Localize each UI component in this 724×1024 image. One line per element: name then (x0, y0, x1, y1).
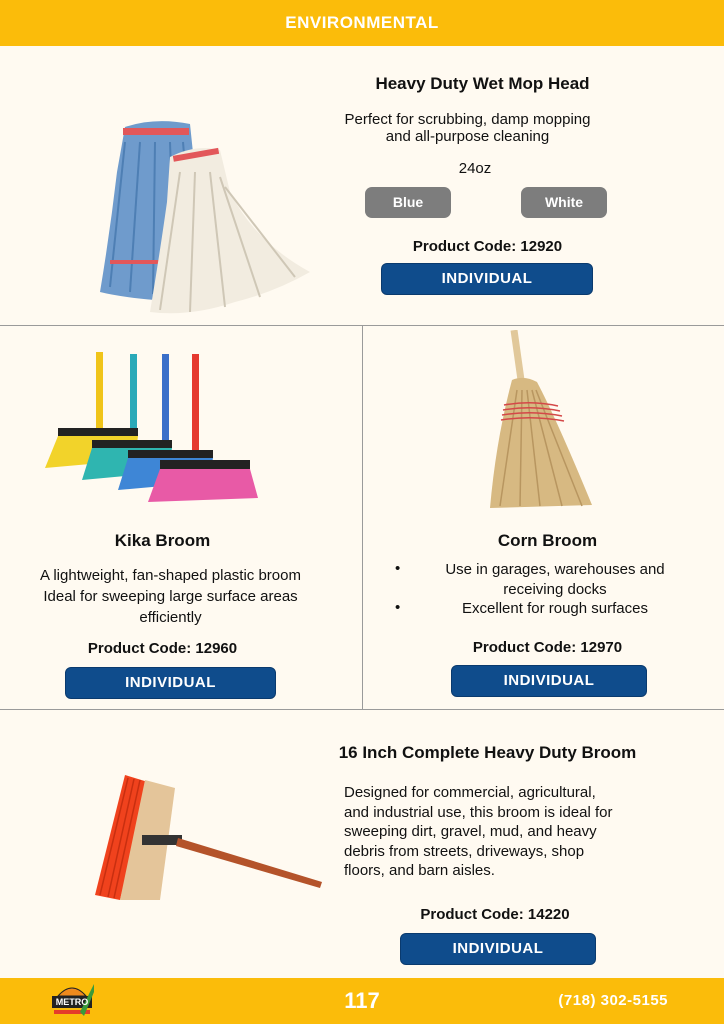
corn-title: Corn Broom (497, 531, 598, 550)
bullet-dot: • (395, 599, 401, 616)
corn-product-code: Product Code: 12970 (472, 639, 623, 656)
footer-bar (0, 978, 724, 1024)
mop-size: 24oz (458, 160, 492, 177)
corn-individual-button[interactable]: INDIVIDUAL (451, 665, 647, 697)
divider (362, 325, 363, 709)
kika-description-line1: A lightweight, fan-shaped plastic broom (40, 567, 301, 584)
heavy-duty-description-line: Designed for commercial, agricultural, (344, 784, 596, 801)
kika-description-line3: efficiently (139, 609, 202, 626)
mop-image (95, 112, 315, 322)
kika-description-line2: Ideal for sweeping large surface areas (43, 588, 298, 605)
metro-logo-text: METRO (55, 997, 89, 1007)
mop-individual-button[interactable]: INDIVIDUAL (381, 263, 593, 295)
kika-product-code: Product Code: 12960 (87, 640, 238, 657)
corn-bullet-2: Excellent for rough surfaces (462, 600, 648, 617)
heavy-duty-title: 16 Inch Complete Heavy Duty Broom (338, 743, 637, 762)
heavy-duty-description (344, 783, 674, 881)
kika-individual-button[interactable]: INDIVIDUAL (65, 667, 276, 699)
kika-broom-image (40, 350, 265, 505)
corn-broom-image (482, 330, 602, 510)
heavy-duty-description-line: debris from streets, driveways, shop (344, 842, 585, 860)
page-number: 117 (344, 988, 380, 1013)
mop-description-line1: Perfect for scrubbing, damp mopping (344, 111, 591, 128)
mop-product-code: Product Code: 12920 (412, 238, 563, 255)
color-option-blue-button[interactable]: Blue (365, 187, 451, 218)
bullet-dot: • (395, 560, 401, 577)
heavy-duty-individual-button[interactable]: INDIVIDUAL (400, 933, 596, 965)
heavy-duty-description-line: and industrial use, this broom is ideal for (344, 803, 613, 821)
divider (0, 709, 724, 710)
phone-number: (718) 302-5155 (558, 992, 668, 1009)
heavy-duty-broom-image (90, 770, 325, 905)
heavy-duty-product-code: Product Code: 14220 (420, 906, 570, 923)
color-option-white-button[interactable]: White (521, 187, 607, 218)
heavy-duty-description-line: sweeping dirt, gravel, mud, and heavy (344, 823, 597, 840)
corn-bullet-1-line2: receiving docks (503, 581, 607, 598)
corn-bullet-1-line1: Use in garages, warehouses and (445, 561, 665, 578)
heavy-duty-description-line: floors, and barn aisles. (344, 862, 495, 879)
kika-title: Kika Broom (114, 531, 211, 550)
mop-description-line2: and all-purpose cleaning (385, 128, 550, 145)
section-header: ENVIRONMENTAL (0, 0, 724, 46)
mop-title: Heavy Duty Wet Mop Head (375, 74, 590, 93)
